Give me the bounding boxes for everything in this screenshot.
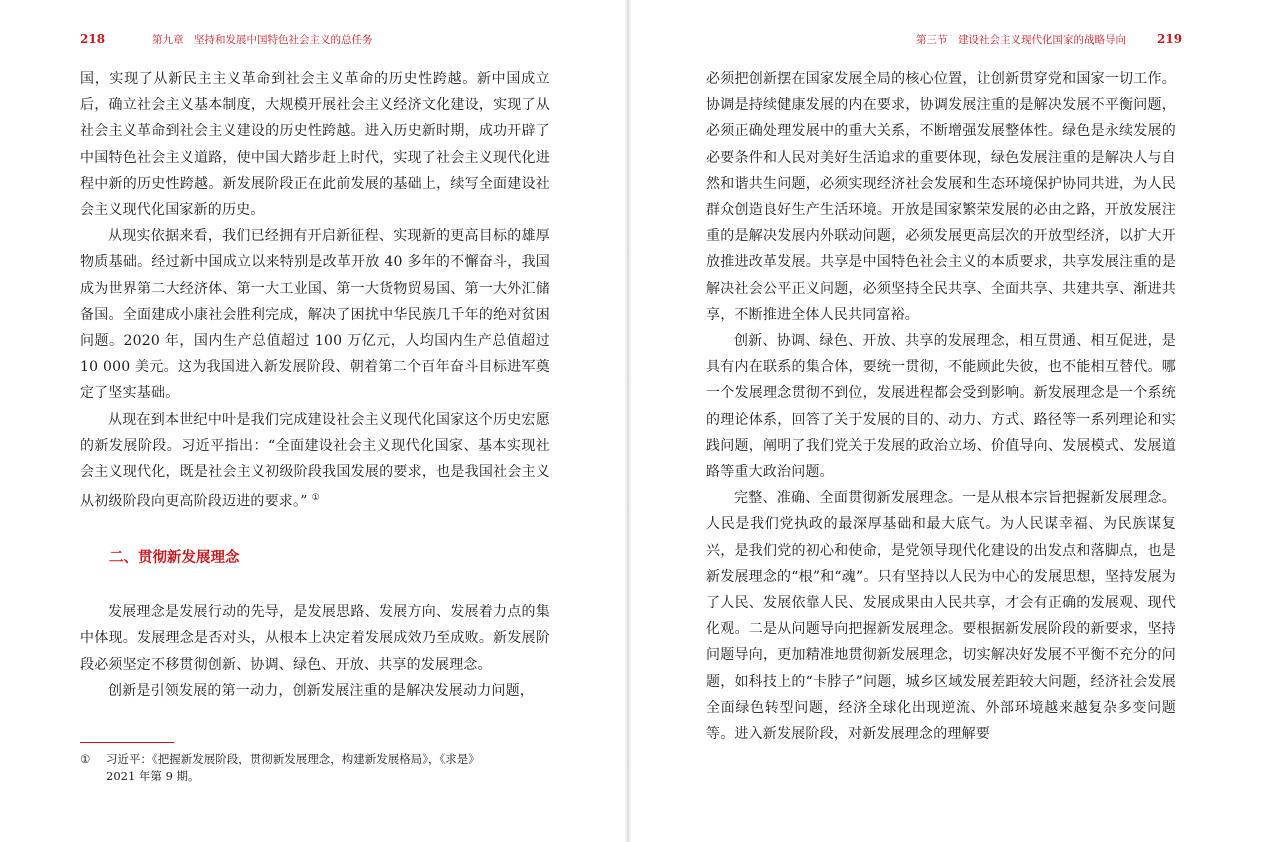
page-number-right: 219	[1157, 32, 1183, 46]
right-body	[706, 66, 1176, 747]
right-page	[630, 0, 1263, 842]
footnote	[80, 751, 552, 785]
paragraph-five-concepts: 必须把创新摆在国家发展全局的核心位置，让创新贯穿党和国家一切工作。协调是持续健康发展的内在要求，协调发展注重的是解决发展不平衡问题，必须正确处理发展中的重大关系，不断增强发展整体性。绿色是永续发展的必要条件和人民对美好生活追求的重要体现，绿色发展注重的是解决人与自然和谐共生问题，必须实现经济社会发展和生态环境保护协同共进，为人民群众创造良好生产生活环境。开放是国家繁荣发展的必由之路，开放发展注重的是解决发展内外联动问题，必须发展更高层次的开放型经济，以扩大开放推进改革发展。共享是中国特色社会主义的本质要求，共享发展注重的是解决社会公平正义问题，必须坚持全民共享、全面共享、共建共享、渐进共享，不断推进全体人民共同富裕。	[706, 71, 1176, 323]
footnote-reference: ①	[311, 493, 320, 504]
paragraph-full-implementation: 完整、准确、全面贯彻新发展理念。一是从根本宗旨把握新发展理念。人民是我们党执政的最深厚基础和最大底气。为人民谋幸福、为民族谋复兴，是我们党的初心和使命，是党领导现代化建设的出发点和落脚点，也是新发展理念的“根”和“魂”。只有坚持以人民为中心的发展思想，坚持发展为了人民、发展依靠人民、发展成果由人民共享，才会有正确的发展观、现代化观。二是从问题导向把握新发展理念。要根据新发展阶段的新要求，坚持问题导向，更加精准地贯彻新发展理念，切实解决好发展不平衡不充分的问题，如科技上的“卡脖子”问题，城乡区域发展差距较大问题，经济社会发展全面绿色转型问题，经济全球化出现逆流、外部环境越来越复杂多变问题等。进入新发展阶段，对新发展理念的理解要	[706, 490, 1176, 743]
paragraph-innovation: 创新是引领发展的第一动力，创新发展注重的是解决发展动力问题，	[108, 682, 534, 699]
running-head-right: 第三节 建设社会主义现代化国家的战略导向	[916, 34, 1126, 46]
section-heading: 二、贯彻新发展理念	[109, 549, 240, 567]
paragraph-new-stage	[80, 407, 550, 515]
left-body	[80, 66, 550, 704]
page-number-left: 218	[80, 32, 106, 46]
footnote-mark: ①	[80, 752, 91, 766]
footnote-rule	[80, 742, 174, 743]
footnote-line-2: 2021 年第 9 期。	[106, 769, 200, 783]
left-page	[0, 0, 630, 842]
footnote-line-1: 习近平：《把握新发展阶段，贯彻新发展理念，构建新发展格局》，《求是》	[106, 752, 480, 766]
paragraph-integrated-system: 创新、协调、绿色、开放、共享的发展理念，相互贯通、相互促进，是具有内在联系的集合体，要统一贯彻，不能顾此失彼，也不能相互替代。哪一个发展理念贯彻不到位，发展进程都会受到影响。新发展理念是一个系统的理论体系，回答了关于发展的目的、动力、方式、路径等一系列理论和实践问题，阐明了我们党关于发展的政治立场、价值导向、发展模式、发展道路等重大政治问题。	[706, 333, 1176, 481]
paragraph-realistic-basis: 从现实依据来看，我们已经拥有开启新征程、实现新的更高目标的雄厚物质基础。经过新中国成立以来特别是改革开放 40 多年的不懈奋斗，我国成为世界第二大经济体、第一大工业国、第一大货物贸易国、第一大外汇储备国。全面建成小康社会胜利完成，解决了困扰中华民族几千年的绝对贫困问题。2020 年，国内生产总值超过 100 万亿元，人均国内生产总值超过 10 000 美元。这为我国进入新发展阶段、朝着第二个百年奋斗目标进军奠定了坚实基础。	[80, 228, 550, 402]
running-head-left: 第九章 坚持和发展中国特色社会主义的总任务	[152, 34, 373, 46]
continuation-paragraph: 国，实现了从新民主主义革命到社会主义革命的历史性跨越。新中国成立后，确立社会主义基本制度，大规模开展社会主义经济文化建设，实现了从社会主义革命到社会主义建设的历史性跨越。进入历史新时期，成功开辟了中国特色社会主义道路，使中国大踏步赶上时代，实现了社会主义现代化进程中新的历史性跨越。新发展阶段正在此前发展的基础上，续写全面建设社会主义现代化国家新的历史。	[80, 71, 550, 219]
paragraph-development-concept: 发展理念是发展行动的先导，是发展思路、发展方向、发展着力点的集中体现。发展理念是否对头，从根本上决定着发展成效乃至成败。新发展阶段必须坚定不移贯彻创新、协调、绿色、开放、共享的发展理念。	[80, 604, 550, 673]
quote-text: 从现在到本世纪中叶是我们完成建设社会主义现代化国家这个历史宏愿的新发展阶段。习近平指出：“全面建设社会主义现代化国家、基本实现社会主义现代化，既是社会主义初级阶段我国发展的要求，也是我国社会主义从初级阶段向更高阶段迈进的要求。”	[80, 411, 550, 510]
